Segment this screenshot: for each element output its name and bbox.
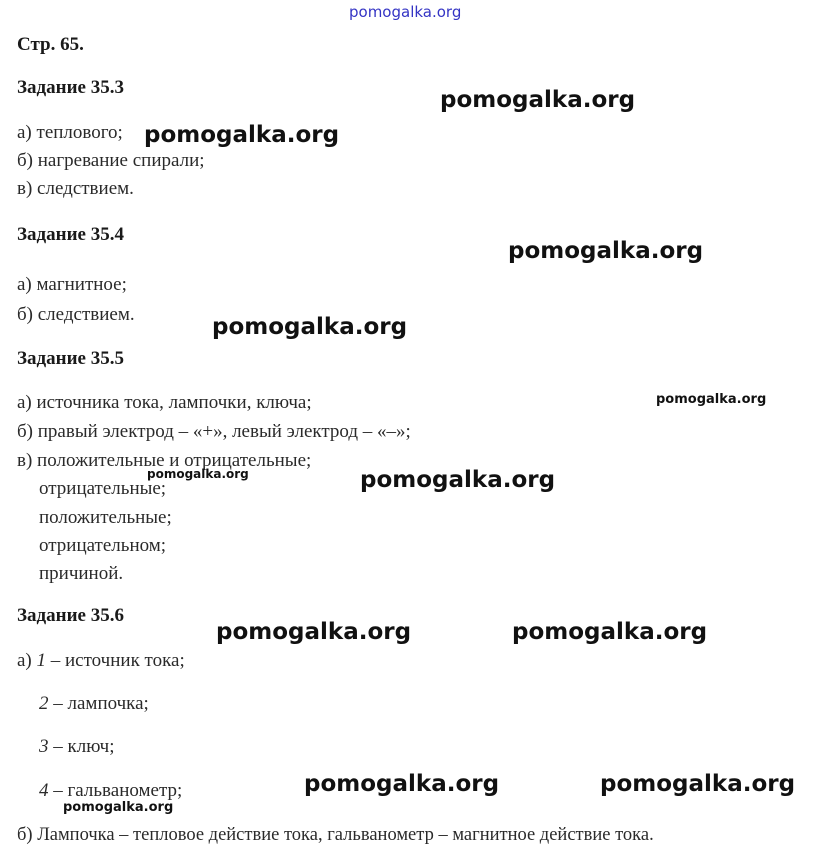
item-text: – лампочка; (48, 693, 149, 714)
watermark: pomogalka.org (440, 87, 636, 113)
page-label: Стр. 65. (17, 34, 84, 55)
task-35-5-line-c: в) положительные и отрицательные; (17, 450, 312, 471)
task-35-6-line-b: б) Лампочка – тепловое действие тока, гальванометр – магнитное действие тока. (17, 825, 654, 845)
task-35-4-line-b: б) следствием. (17, 304, 135, 325)
watermark: pomogalka.org (304, 771, 500, 797)
item-prefix: а) (17, 650, 37, 671)
task-35-6-item-2 (39, 693, 149, 715)
watermark: pomogalka.org (512, 619, 708, 645)
watermark: pomogalka.org (360, 467, 556, 493)
watermark: pomogalka.org (216, 619, 412, 645)
task-35-3-title: Задание 35.3 (17, 77, 124, 98)
watermark: pomogalka.org (147, 467, 249, 481)
item-number: 1 (36, 650, 47, 671)
task-35-5-line-c3: отрицательном; (39, 535, 167, 556)
watermark: pomogalka.org (212, 314, 408, 340)
item-number: 2 (39, 693, 49, 714)
item-number: 4 (39, 780, 49, 801)
task-35-6-title: Задание 35.6 (17, 605, 124, 626)
task-35-4-line-a: а) магнитное; (17, 274, 127, 295)
item-number: 3 (39, 736, 49, 757)
watermark: pomogalka.org (600, 771, 796, 797)
watermark: pomogalka.org (656, 392, 767, 407)
task-35-3-line-c: в) следствием. (17, 178, 134, 199)
task-35-6-item-4 (39, 780, 182, 802)
task-35-5-line-c1: отрицательные; (39, 478, 167, 499)
watermark: pomogalka.org (144, 122, 340, 148)
task-35-5-line-a: а) источника тока, лампочки, ключа; (17, 392, 312, 413)
task-35-5-line-b: б) правый электрод – «+», левый электрод – «–»; (17, 421, 411, 442)
task-35-4-title: Задание 35.4 (17, 224, 124, 245)
task-35-3-line-a: а) теплового; (17, 122, 123, 143)
watermark: pomogalka.org (508, 238, 704, 264)
task-35-6-item-1 (17, 650, 185, 672)
header-watermark: pomogalka.org (349, 3, 462, 21)
item-text: – источник тока; (46, 650, 185, 671)
item-text: – гальванометр; (48, 780, 183, 801)
task-35-6-item-3 (39, 736, 115, 758)
task-35-3-line-b: б) нагревание спирали; (17, 150, 205, 171)
task-35-5-title: Задание 35.5 (17, 348, 124, 369)
watermark: pomogalka.org (63, 800, 174, 815)
task-35-5-line-c4: причиной. (39, 563, 124, 584)
item-text: – ключ; (48, 736, 115, 757)
task-35-5-line-c2: положительные; (39, 507, 172, 528)
